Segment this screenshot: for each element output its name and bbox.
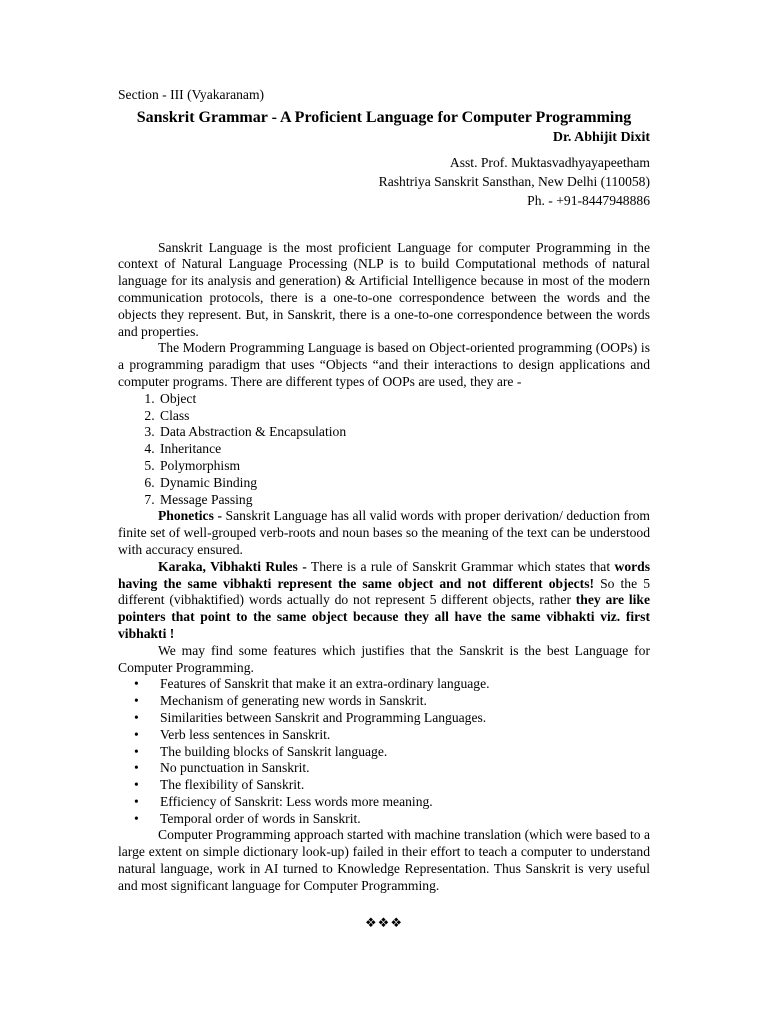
- section-label: Section - III (Vyakaranam): [118, 87, 265, 102]
- list-item: 1. Object: [158, 391, 650, 408]
- list-item: 7. Message Passing: [158, 492, 650, 509]
- paragraph-intro: Sanskrit Language is the most proficient Language for computer Programming in the context of Natural Language Processing (NLP is to build Computational methods of natural language for its analysis and generation) & Artificial Intelligence because in most of the modern communication protocols, there is a one-to-one correspondence between the words and the objects they represent. But, in Sanskrit, there is a one-to-one correspondence between the words and properties.: [118, 239, 650, 339]
- list-item-text: No punctuation in Sanskrit.: [160, 760, 310, 776]
- phonetics-label: Phonetics -: [158, 508, 222, 524]
- list-item-text: Features of Sanskrit that make it an extra-ordinary language.: [160, 676, 490, 692]
- features-list: [118, 676, 650, 827]
- paragraph-oops: The Modern Programming Language is based on Object-oriented programming (OOPs) is a programming paradigm that uses “Objects “and their interactions to design applications and computer programs. There are different types of OOPs are used, they are -: [118, 340, 650, 389]
- bullet-icon: •: [134, 743, 139, 759]
- paragraph-features-intro: We may find some features which justifies that the Sanskrit is the best Language for Computer Programming.: [118, 642, 650, 675]
- list-item-text: Similarities between Sanskrit and Programming Languages.: [160, 709, 487, 725]
- author-affiliation: [118, 153, 650, 210]
- karaka-emphasis: words having the same vibhakti represent the same object and not different objects!: [118, 558, 651, 591]
- list-item: [134, 693, 650, 710]
- bullet-icon: •: [134, 709, 139, 725]
- list-item: 2. Class: [158, 408, 650, 425]
- end-separator-icon: ❖❖❖: [365, 914, 403, 930]
- karaka-text: There is a rule of Sanskrit Grammar which states that: [306, 558, 615, 574]
- list-item-text: Temporal order of words in Sanskrit.: [160, 810, 361, 826]
- list-item: [134, 726, 650, 744]
- list-item-text: Mechanism of generating new words in Sanskrit.: [160, 693, 427, 709]
- paragraph-conclusion: Computer Programming approach started with machine translation (which were based to a large extent on simple dictionary look-up) failed in their effort to teach a computer to understand natural language, work in AI turned to Knowledge Representation. Thus Sanskrit is very useful and most significant language for Computer Programming.: [118, 827, 650, 893]
- karaka-text: So the 5 different (vibhaktified) words actually do not represent 5 different objects, rather: [118, 575, 650, 608]
- author-name: Dr. Abhijit Dixit: [552, 129, 650, 145]
- list-item: [134, 793, 650, 811]
- list-item: 3. Data Abstraction & Encapsulation: [158, 424, 650, 441]
- affiliation-phone: Ph. - +91-8447948886: [527, 192, 650, 208]
- document-title: Sanskrit Grammar - A Proficient Language for Computer Programming: [136, 108, 632, 126]
- list-item-text: The building blocks of Sanskrit language.: [160, 743, 388, 759]
- list-item-text: The flexibility of Sanskrit.: [160, 777, 305, 793]
- list-item: 5. Polymorphism: [158, 458, 650, 475]
- karaka-label: Karaka, Vibhakti Rules -: [158, 558, 307, 574]
- bullet-icon: •: [134, 726, 139, 742]
- list-item-text: Efficiency of Sanskrit: Less words more meaning.: [160, 793, 433, 809]
- paragraph-karaka: [118, 559, 650, 643]
- list-item: [134, 709, 650, 727]
- bullet-icon: •: [134, 676, 139, 692]
- affiliation-institute: Rashtriya Sanskrit Sansthan, New Delhi (110058): [378, 173, 650, 189]
- bullet-icon: •: [134, 793, 139, 809]
- list-item: [134, 676, 650, 693]
- list-item: [134, 743, 650, 761]
- bullet-icon: •: [134, 810, 139, 826]
- paragraph-phonetics: [118, 508, 650, 558]
- affiliation-position: Asst. Prof. Muktasvadhyayapeetham: [449, 154, 650, 170]
- list-item: 4. Inheritance: [158, 441, 650, 458]
- phonetics-text: Sanskrit Language has all valid words with proper derivation/ deduction from finite set of well-grouped verb-roots and noun bases so the meaning of the text can be understood with accuracy ensured.: [118, 508, 651, 557]
- list-item: 6. Dynamic Binding: [158, 475, 650, 492]
- list-item-text: Verb less sentences in Sanskrit.: [160, 726, 331, 742]
- bullet-icon: •: [134, 760, 139, 776]
- document-content: [118, 87, 650, 931]
- list-item: [134, 777, 650, 794]
- bullet-icon: •: [134, 777, 139, 793]
- oops-list: [118, 391, 650, 509]
- list-item: [134, 760, 650, 777]
- bullet-icon: •: [134, 693, 139, 709]
- karaka-emphasis: they are like pointers that point to the same object because they all have the same vibhakti viz. first vibhakti !: [118, 592, 650, 641]
- list-item: [134, 810, 650, 828]
